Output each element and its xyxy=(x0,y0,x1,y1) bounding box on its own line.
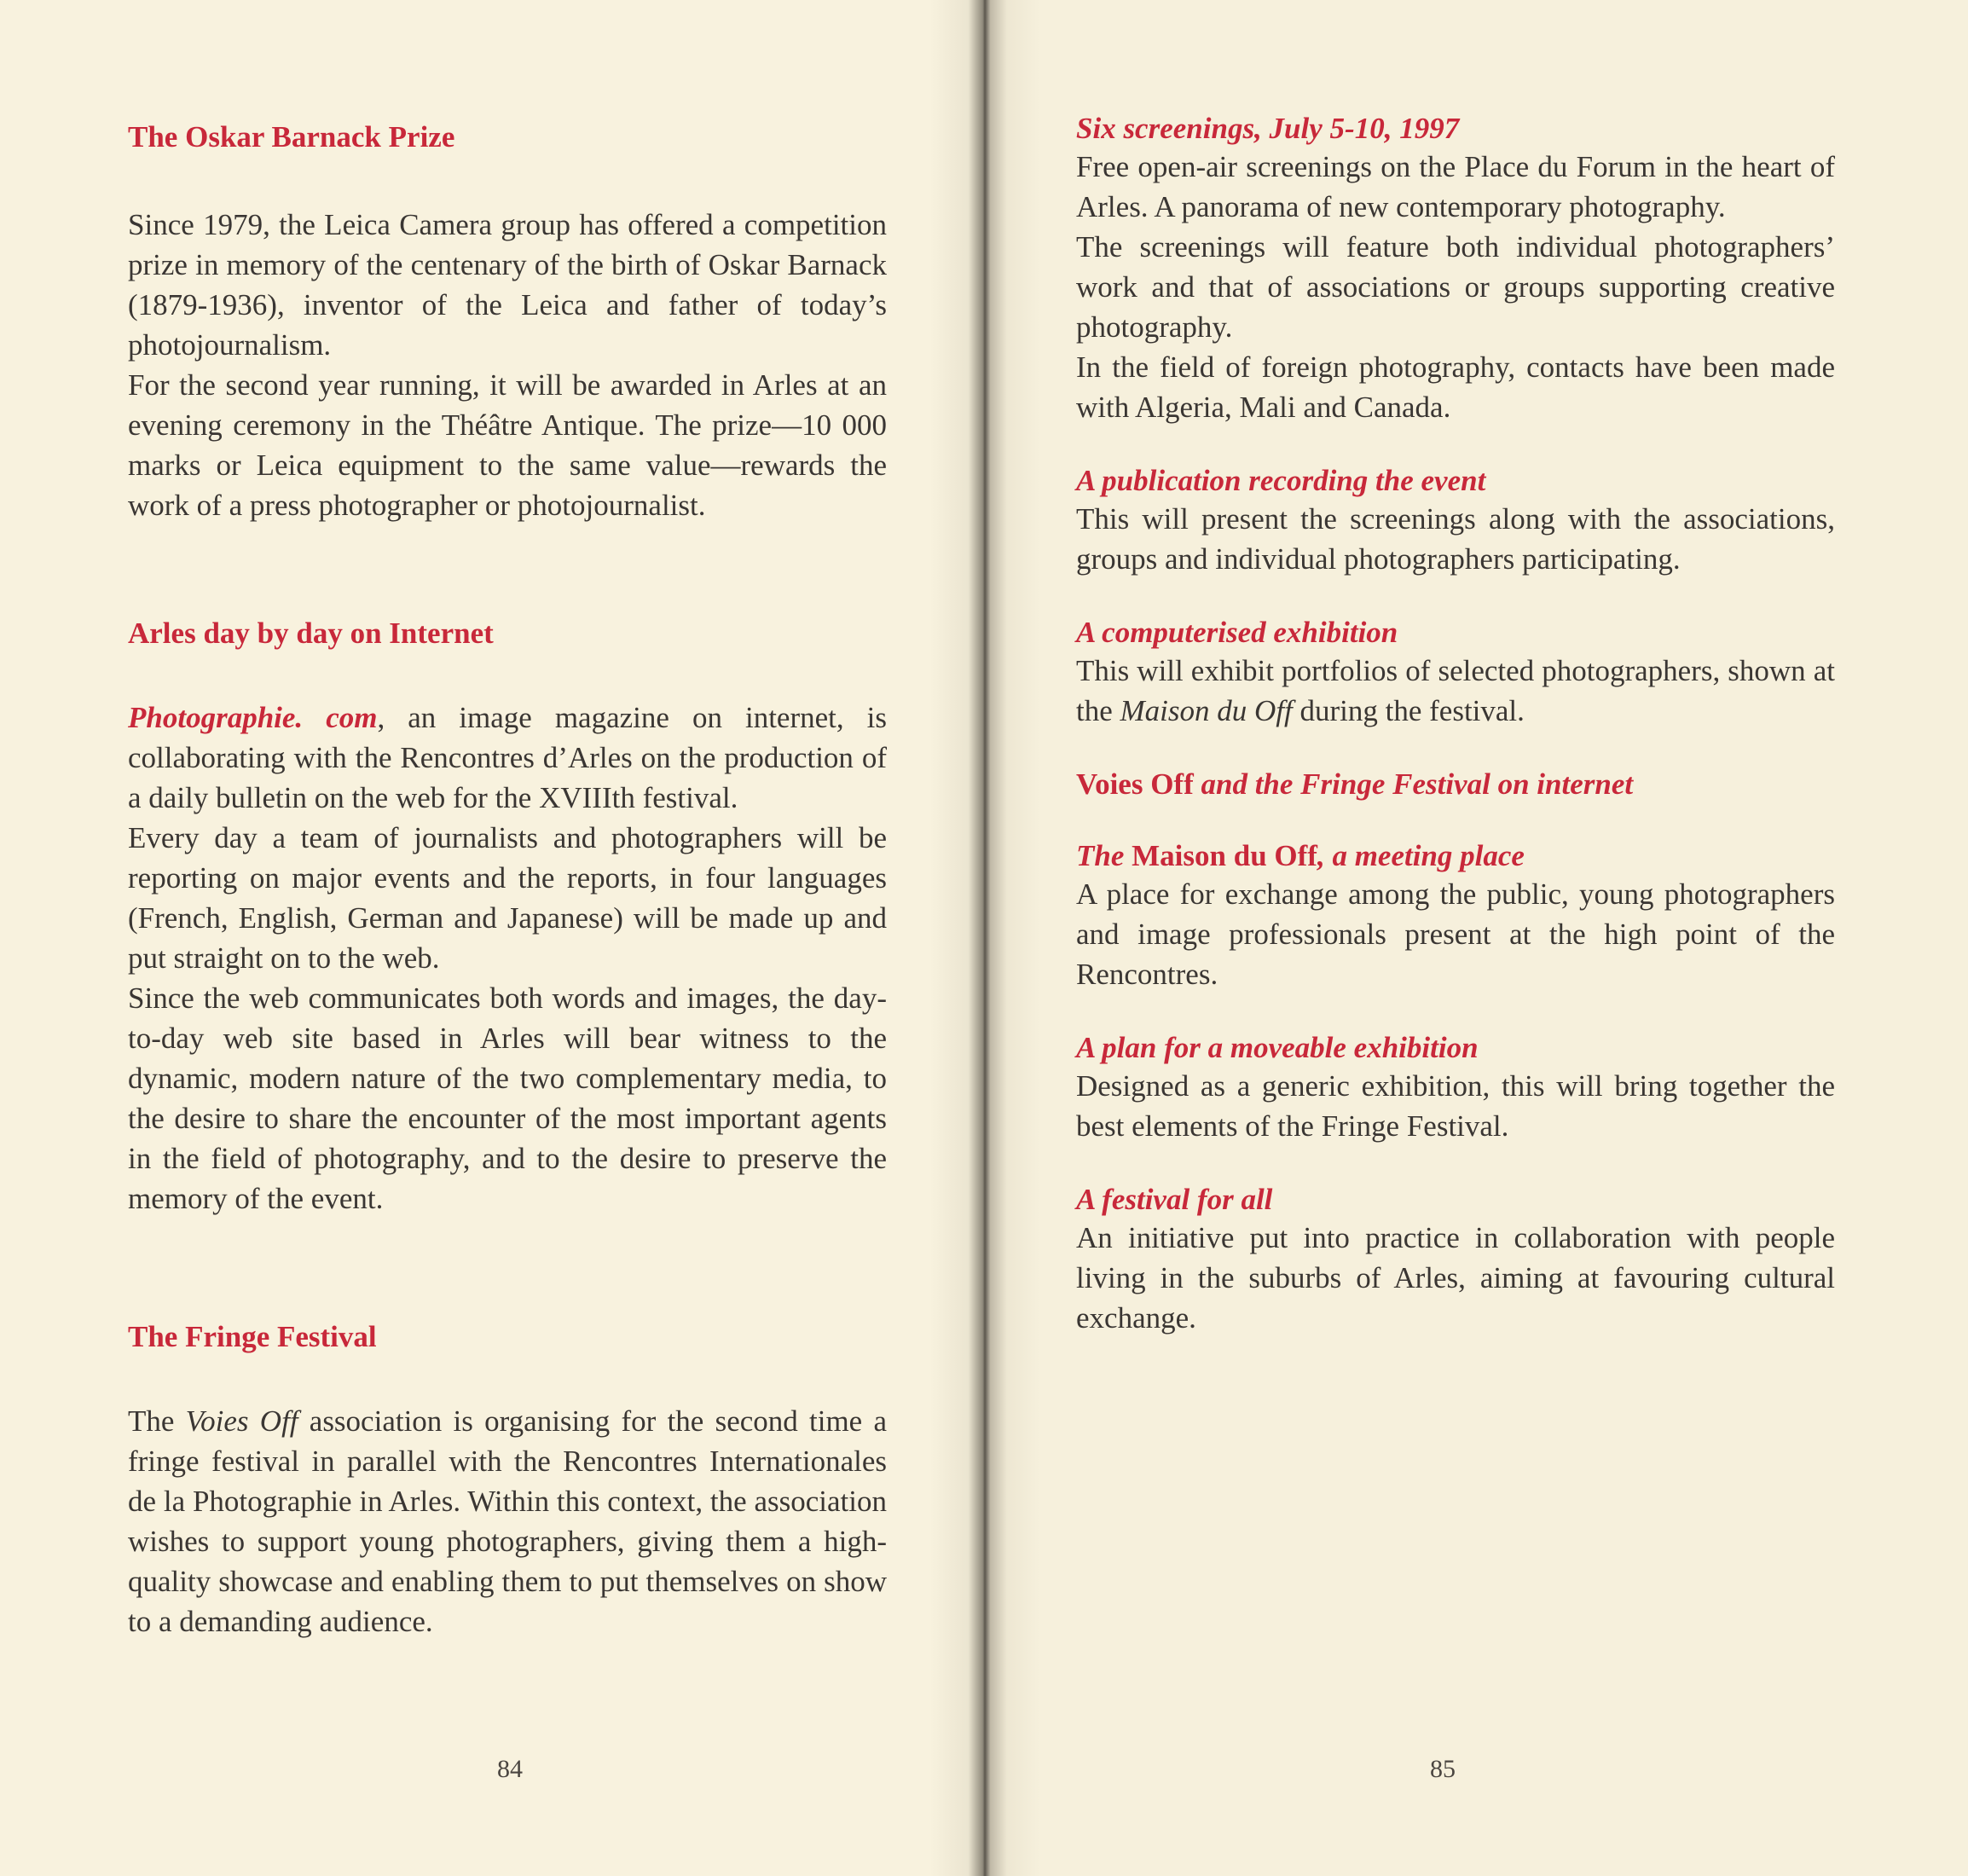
paragraph-every-day: Every day a team of journalists and photographers will be reporting on major events and the reports, in four languages (French, English, German and Japanese) will be made up and put straight on to the web. xyxy=(128,821,887,975)
left-column xyxy=(128,111,887,1642)
heading-arles-day-by-day: Arles day by day on Internet xyxy=(128,617,494,650)
paragraph-publication: This will present the screenings along with the associations, groups and individual photographers participating. xyxy=(1076,502,1835,576)
heading-festival-for-all: A festival for all xyxy=(1076,1183,1273,1216)
paragraph-web-communicates: Since the web communicates both words and images, the day-to-day web site based in Arles will bear witness to the dynamic, modern nature of the two complementary media, to the desire to share the encounter of the most important agents in the field of photography, and to the desire to preserve the memory of the event. xyxy=(128,981,887,1215)
photographie-com-link-text: Photographie. com xyxy=(128,701,378,734)
paragraph-photographie-com-rest: , an image magazine on internet, is collaborating with the Rencontres d’Arles on the production of a daily bulletin on the web for the XVIIIth festival. xyxy=(128,701,887,814)
heading-voies-off-internet xyxy=(1076,767,1835,802)
paragraph-initiative: An initiative put into practice in collaboration with people living in the suburbs of Arles, aiming at favouring cultural exchange. xyxy=(1076,1221,1835,1335)
computerised-text-after: during the festival. xyxy=(1292,694,1525,727)
heading-moveable-exhibition: A plan for a moveable exhibition xyxy=(1076,1031,1479,1064)
page-number-right: 85 xyxy=(1430,1755,1456,1783)
paragraph-place-for-exchange: A place for exchange among the public, young photographers and image professionals present at the high point of the Rencontres. xyxy=(1076,877,1835,991)
paragraph-generic-exhibition: Designed as a generic exhibition, this will bring together the best elements of the Fringe Festival. xyxy=(1076,1069,1835,1143)
heading-fringe-festival: The Fringe Festival xyxy=(128,1320,377,1353)
maison-du-off-title: Maison du Off xyxy=(1120,694,1293,727)
paragraph-barnack-award: For the second year running, it will be awarded in Arles at an evening ceremony in the Théâtre Antique. The prize—10 000 marks or Leica equipment to the same value—rewards the work of a press photographer or photojournalist. xyxy=(128,368,887,522)
heading-maison-du-off xyxy=(1076,838,1835,874)
maison-heading-italic-b: , a meeting place xyxy=(1317,839,1525,872)
page-number-left: 84 xyxy=(497,1755,523,1783)
paragraph-photographie-com xyxy=(128,698,887,818)
voies-off-text-after: association is organising for the second time a fringe festival in parallel with the Rencontres Internationales de la Photographie in Arles. Within this context, the association wishes to support young photographers, giving them a high-quality showcase and enabling them to put themselves on show to a demanding audience. xyxy=(128,1404,887,1638)
paragraph-open-air: Free open-air screenings on the Place du Forum in the heart of Arles. A panorama of new contemporary photography. xyxy=(1076,150,1835,223)
right-column xyxy=(1076,111,1835,1338)
maison-heading-upright: Maison du Off xyxy=(1132,839,1317,872)
paragraph-foreign-photography: In the field of foreign photography, contacts have been made with Algeria, Mali and Canada. xyxy=(1076,350,1835,424)
heading-oskar-barnack-prize: The Oskar Barnack Prize xyxy=(128,120,455,153)
voies-off-title: Voies Off xyxy=(185,1404,298,1438)
paragraph-barnack-intro: Since 1979, the Leica Camera group has offered a competition prize in memory of the centenary of the birth of Oskar Barnack (1879-1936), inventor of the Leica and father of today’s photojournalism. xyxy=(128,208,887,362)
book-gutter xyxy=(929,0,1040,1876)
voies-off-text-before: The xyxy=(128,1404,186,1438)
maison-heading-italic-a: The xyxy=(1076,839,1132,872)
computerised-text-before: This will exhibit portfolios of selected photographers, shown at the xyxy=(1076,654,1835,727)
paragraph-voies-off xyxy=(128,1401,887,1642)
heading-six-screenings: Six screenings, July 5-10, 1997 xyxy=(1076,112,1460,145)
voies-off-upright: Voies Off xyxy=(1076,767,1194,801)
heading-computerised-exhibition: A computerised exhibition xyxy=(1076,616,1398,649)
paragraph-computerised-exhibition xyxy=(1076,651,1835,731)
paragraph-screenings-feature: The screenings will feature both individual photographers’ work and that of associations or groups supporting creative photography. xyxy=(1076,230,1835,344)
heading-publication: A publication recording the event xyxy=(1076,464,1486,497)
voies-off-italic-rest: and the Fringe Festival on internet xyxy=(1193,767,1634,801)
